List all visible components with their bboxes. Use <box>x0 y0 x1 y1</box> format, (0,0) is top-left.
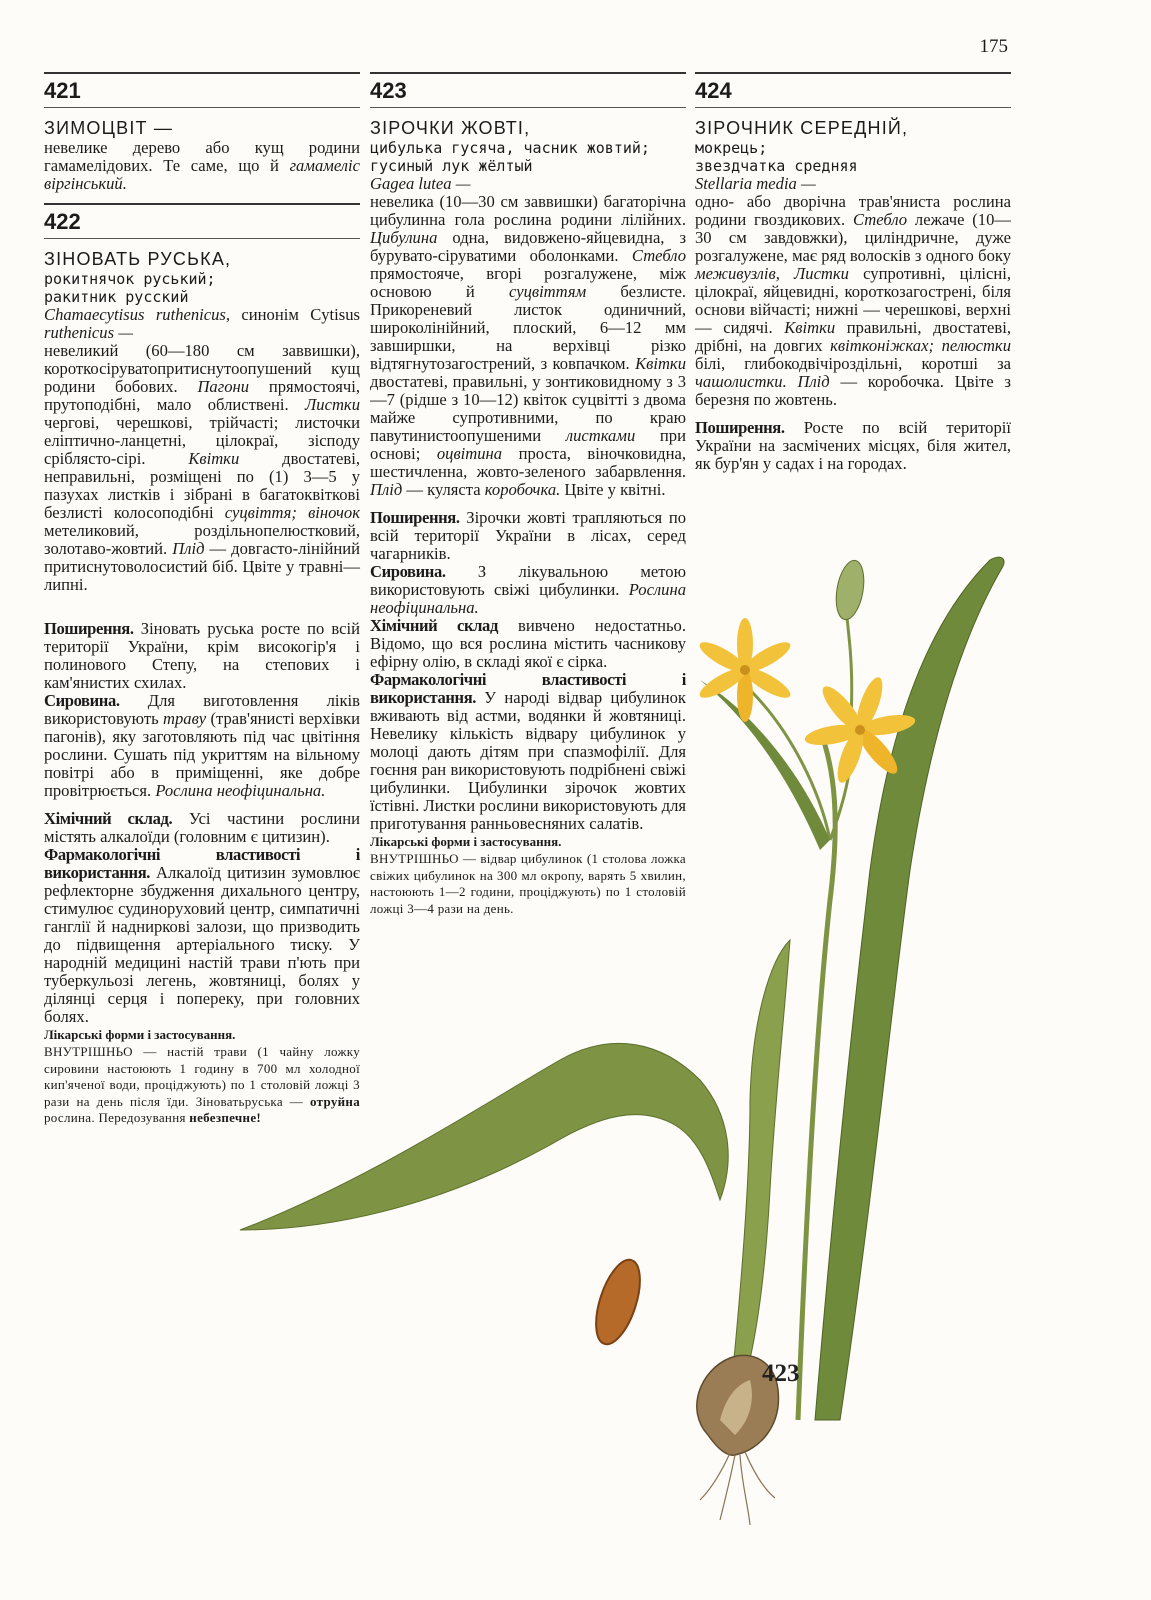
italic-term: листками <box>565 426 636 445</box>
text-run: лежаче (10—30 см завдовжки), циліндричне, дуже розгалужене, має ряд волосків з одного боку <box>695 210 1011 265</box>
synonym-ukr: мокрець; <box>695 139 768 157</box>
basal-leaf-left <box>240 1043 728 1230</box>
distribution-424: Поширення. Росте по всій території України на засмічених місцях, біля жител, як бур'ян у садах і на городах. <box>695 418 1011 473</box>
top-rule <box>370 72 686 74</box>
italic-term: Плід <box>172 539 205 558</box>
text-run: білі, глибокодвічіроздільні, коротші за <box>695 354 1011 373</box>
italic-term: Плід <box>370 480 403 499</box>
entry-heading-423: ЗІРОЧКИ ЖОВТІ, <box>370 118 531 138</box>
text-run: двостатеві, неправильні, розміщені по (1) 3—5 у пазухах листків і зібрані в багатоквіткові безлисті колосоподібні <box>44 449 360 522</box>
forms-text-422: ВНУТРІШНЬО — настій трави (1 чайну ложку сировини настоюють 1 годину в 700 мл холодної кип'яченої води, проціджують) по 1 столовій ложці 3 рази на день після їди. Зіноватьруська — отруйна рослина. Передозування небезпечне! <box>44 1044 360 1125</box>
text-run: одно- або дворічна трав'яниста рослина родини гвоздикових. <box>695 192 1011 229</box>
flower-bud <box>832 558 868 622</box>
text-run: правильні, двостатеві, дрібні, на довгих <box>695 318 1011 355</box>
synonym-rus: ракитник русский <box>44 288 189 306</box>
main-leaf <box>815 557 1004 1420</box>
plant-illustration <box>230 540 1151 1600</box>
distribution-423: Поширення. Зірочки жовті трапляються по всій території України в лісах, серед чагарників. <box>370 508 686 563</box>
plate-label: 423 <box>762 1360 800 1387</box>
raw-material-422: Сировина. Для виготовлення ліків використовують траву (трав'янисті верхівки пагонів), яку заготовляють під час цвітіння рослини. Сушать під укриттям на вільному повітрі або в приміщенні, яке добре провітрюється. Рослина неофіцинальна. <box>44 691 360 800</box>
italic-term: оцвітина <box>436 444 503 463</box>
pharmacology-423: Фармакологічні властивості і використання. У народі відвар цибулинок вживають від астми, водянки й жовтяниці. Невелику кількість відвару цибулинок у молоці дають дітям при спазмофілії. Для гоєння ран використовують подрібнені свіжі цибулинки. Цибулинки зірочок жовтих їстівні. Листки рослини використовують для приготування ранньовесняних салатів. <box>370 670 686 833</box>
entry-heading-421: ЗИМОЦВІТ — <box>44 118 174 138</box>
italic-term: суцвіттям <box>508 282 587 301</box>
forms-text-423: ВНУТРІШНЬО — відвар цибулинок (1 столова ложка свіжих цибулинок на 300 мл окропу, варять 5 хвилин, настоюють 1—2 години, проціджують) по 1 столовій ложці 3—4 рази на день. <box>370 851 686 916</box>
italic-term: коробочка. <box>484 480 561 499</box>
synonym-ukr: рокитнячок руський; <box>44 270 216 288</box>
page-number: 175 <box>979 36 1008 57</box>
latin-name: Chamaecytisus ruthenicus, синонім Cytisus ruthenicus — <box>44 305 360 342</box>
italic-term: Квітки <box>635 354 686 373</box>
latin-name: Stellaria media — <box>695 174 816 193</box>
entry-number-421: 421 <box>44 78 360 108</box>
text-run: двостатеві, правильні, у зонтиковидному з 3—7 (рідше з 10—12) квіток суцвітті з двома майже супротивними, по краю павутинистоопушеними <box>370 372 686 445</box>
text-run: одна, видовжено-яйцевидна, з бурувато-сіруватими оболонками. <box>370 228 686 265</box>
column-3 <box>695 72 1011 473</box>
italic-term: Листки <box>305 395 360 414</box>
distribution-422: Поширення. Зіновать руська росте по всій території України, крім високогір'я і полинового Степу, на степових і кам'янистих схилах. <box>44 619 360 692</box>
italic-term: квітконіжках; пелюстки <box>830 336 1011 355</box>
forms-label-423: Лікарські форми і застосування. <box>370 834 562 849</box>
synonym-rus: звездчатка средняя <box>695 157 858 175</box>
text-run: — довгасто-лінійний притиснутоволосистий біб. Цвіте у травні—липні. <box>44 539 360 594</box>
text-run: чергові, черешкові, трійчасті; листочки еліптично-ланцетні, цілокраї, зісподу сріблясто-сірі. <box>44 413 360 468</box>
italic-term: Пагони <box>197 377 250 396</box>
entry-text-421: невелике дерево або кущ родини гамамелідових. Те саме, що й гамамеліс віргінський. <box>44 138 360 193</box>
top-rule <box>44 72 360 74</box>
seed-image <box>587 1255 648 1350</box>
pharmacology-422: Фармакологічні властивості і використання. Алкалоїд цитизин зумовлює рефлекторне збудження дихального центру, стимулює судиноруховий центр, симпатичні ганглії й надниркові залози, що призводить до підвищення артеріального тиску. У народній медицині настій трави п'ють при туберкульозі легень, жовтяниці, болях у ділянці серця і попереку, при головних болях. <box>44 845 360 1026</box>
entry-heading-422: ЗІНОВАТЬ РУСЬКА, <box>44 249 232 269</box>
latin-name: Gagea lutea — <box>370 174 471 193</box>
italic-term: меживузлів, Листки <box>695 264 849 283</box>
text-run: при основі; <box>370 426 686 463</box>
text-run: невеликий (60—180 см заввишки), короткосіруватопритиснутоопушений кущ родини бобових. <box>44 341 360 396</box>
italic-term: Стебло <box>852 210 908 229</box>
raw-material-423: Сировина. З лікувальною метою використовують свіжі цибулинки. Рослина неофіцинальна. <box>370 562 686 617</box>
yellow-flower <box>696 618 794 722</box>
entry-number-422: 422 <box>44 209 360 239</box>
text-run: невелика (10—30 см заввишки) багаторічна цибулинна гола рослина родини лілійних. <box>370 192 686 229</box>
top-rule <box>695 72 1011 74</box>
text-run: — куляста <box>402 480 485 499</box>
description-423 <box>370 193 686 499</box>
synonym-rus: гусиный лук жёлтый <box>370 157 533 175</box>
entry-heading-424: ЗІРОЧНИК СЕРЕДНІЙ, <box>695 118 909 138</box>
italic-term: Квітки <box>784 318 836 337</box>
italic-term: чашолистки. Плід <box>695 372 830 391</box>
entry-number-424: 424 <box>695 78 1011 108</box>
text-run: прямостояче, вгорі розгалужене, між основою й <box>370 264 686 301</box>
roots-image <box>700 1452 775 1525</box>
text-run: Цвіте у квітні. <box>560 480 666 499</box>
text-run: проста, віночковидна, шестичленна, жовто-зеленого забарвлення. <box>370 444 686 481</box>
entry-number-423: 423 <box>370 78 686 108</box>
top-rule <box>44 203 360 205</box>
text-run: безлисте. Прикореневий листок одиничний, широколінійний, плоский, 6—12 мм завширшки, на верхівці різко відтягнутозагострений, з ковпачком. <box>370 282 686 373</box>
basal-leaf-right <box>730 940 790 1410</box>
chemistry-423: Хімічний склад вивчено недостатньо. Відомо, що вся рослина містить часникову ефірну олію, в складі якої є сірка. <box>370 616 686 671</box>
text-run: супротивні, цілісні, цілокраї, яйцевидні, короткозагострені, біля основи війчасті; нижні — черешкові, верхні — сидячі. <box>695 264 1011 337</box>
text-run: — коробочка. Цвіте з березня по жовтень. <box>695 372 1011 409</box>
synonym-ukr: цибулька гусяча, часник жовтий; <box>370 139 650 157</box>
italic-term: суцвіття; віночок <box>224 503 360 522</box>
italic-term: Цибулина <box>370 228 438 247</box>
text-run: метеликовий, роздільнопелюстковий, золотаво-жовтий. <box>44 521 360 558</box>
description-424 <box>695 193 1011 409</box>
forms-label-422: Лікарські форми і застосування. <box>44 1027 236 1042</box>
italic-term: Стебло <box>631 246 686 265</box>
text-run: прямостоячі, прутоподібні, мало облиствені. <box>44 377 360 414</box>
italic-term: Квітки <box>188 449 240 468</box>
chemistry-422: Хімічний склад. Усі частини рослини містять алкалоїди (головним є цитизин). <box>44 809 360 846</box>
